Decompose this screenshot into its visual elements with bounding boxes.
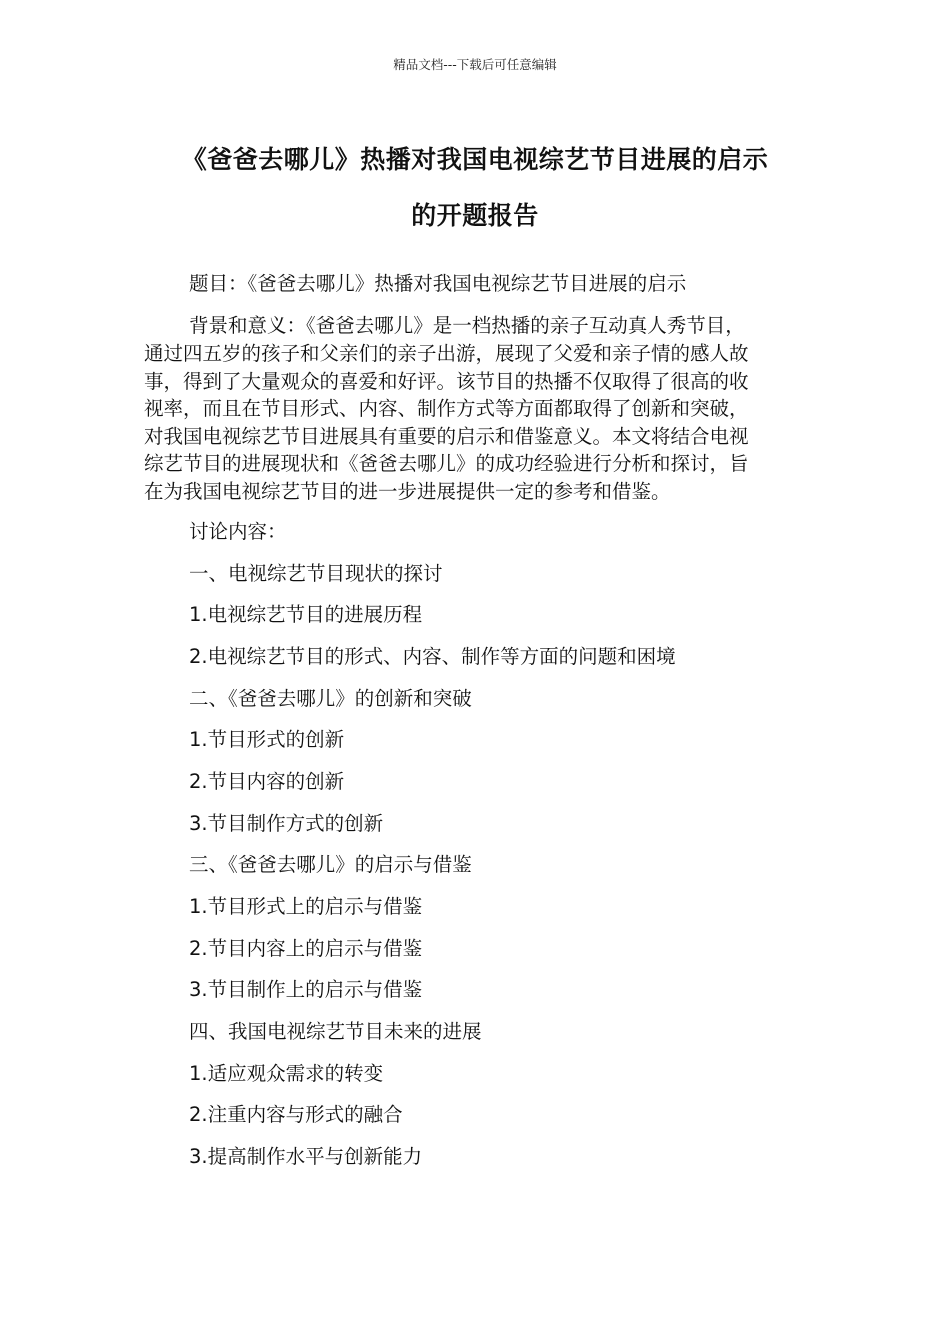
title-line-2: 的开题报告 — [411, 201, 539, 230]
title-line-1: 《爸爸去哪儿》热播对我国电视综艺节目进展的启示 — [181, 145, 769, 174]
background-line: 背景和意义：《爸爸去哪儿》是一档热播的亲子互动真人秀节目， — [189, 314, 745, 337]
outline-item: 1.适应观众需求的转变 — [189, 1062, 384, 1085]
outline-item: 一、电视综艺节目现状的探讨 — [189, 562, 443, 585]
header-note: 精品文档---下载后可任意编辑 — [393, 57, 557, 72]
topic-line: 题目：《爸爸去哪儿》热播对我国电视综艺节目进展的启示 — [189, 272, 687, 295]
outline-item: 1.节目形式的创新 — [189, 728, 345, 751]
outline-item: 3.提高制作水平与创新能力 — [189, 1145, 423, 1168]
background-line: 综艺节目的进展现状和《爸爸去哪儿》的成功经验进行分析和探讨，旨 — [144, 452, 749, 475]
background-line: 事，得到了大量观众的喜爱和好评。该节目的热播不仅取得了很高的收 — [144, 370, 749, 393]
background-line: 通过四五岁的孩子和父亲们的亲子出游，展现了父爱和亲子情的感人故 — [144, 342, 749, 365]
background-line: 视率，而且在节目形式、内容、制作方式等方面都取得了创新和突破， — [144, 397, 749, 420]
background-line: 在为我国电视综艺节目的进一步进展提供一定的参考和借鉴。 — [144, 480, 671, 503]
outline-heading: 讨论内容： — [189, 520, 287, 543]
outline-item: 3.节目制作上的启示与借鉴 — [189, 978, 423, 1001]
outline-item: 3.节目制作方式的创新 — [189, 812, 384, 835]
outline-item: 1.电视综艺节目的进展历程 — [189, 603, 423, 626]
outline-item: 2.节目内容的创新 — [189, 770, 345, 793]
outline-item: 1.节目形式上的启示与借鉴 — [189, 895, 423, 918]
outline-item: 2.注重内容与形式的融合 — [189, 1103, 403, 1126]
outline-item: 二、《爸爸去哪儿》的创新和突破 — [189, 687, 472, 710]
outline-item: 四、我国电视综艺节目未来的进展 — [189, 1020, 482, 1043]
background-line: 对我国电视综艺节目进展具有重要的启示和借鉴意义。本文将结合电视 — [144, 425, 749, 448]
outline-item: 2.节目内容上的启示与借鉴 — [189, 937, 423, 960]
document-title — [130, 132, 820, 244]
outline-item: 三、《爸爸去哪儿》的启示与借鉴 — [189, 853, 472, 876]
outline-item: 2.电视综艺节目的形式、内容、制作等方面的问题和困境 — [189, 645, 676, 668]
